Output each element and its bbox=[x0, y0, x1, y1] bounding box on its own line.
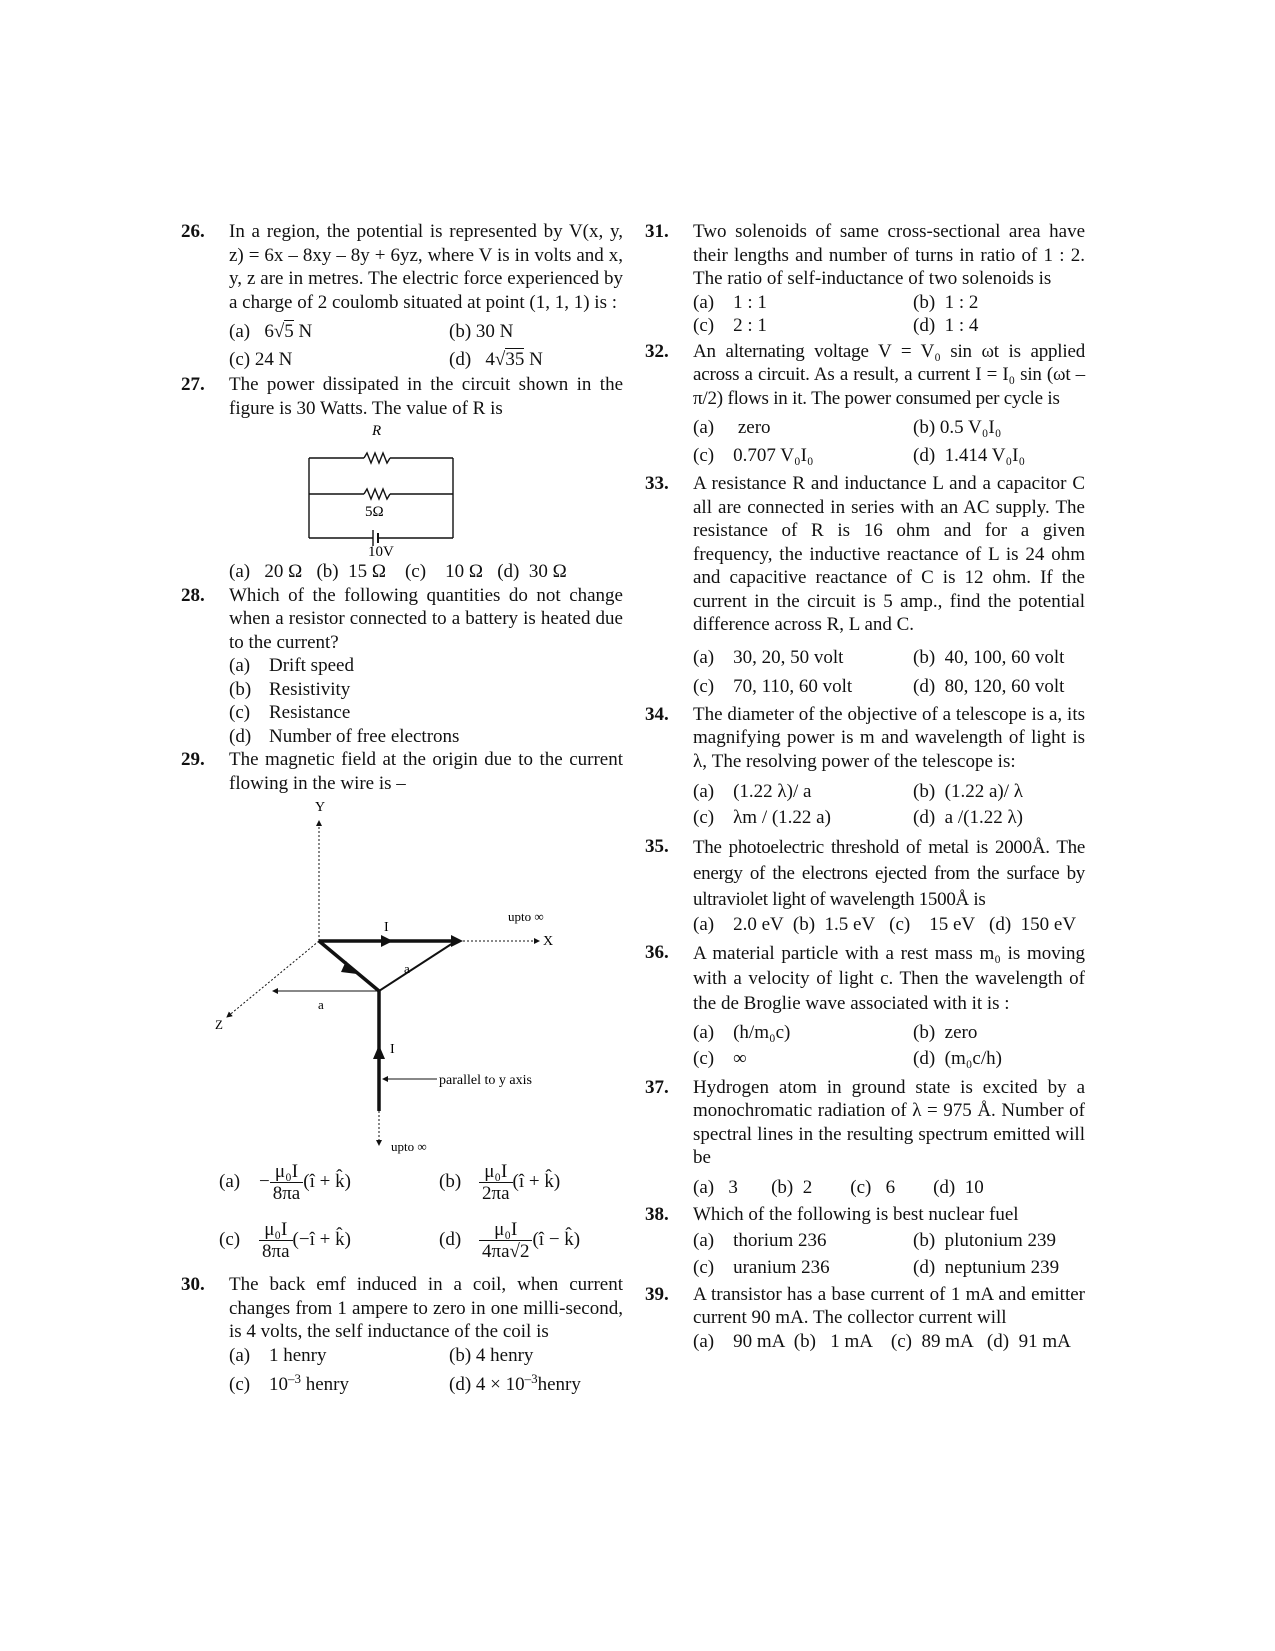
option-d[interactable]: (d) a /(1.22 λ) bbox=[913, 807, 1023, 828]
upto-infinity-y: upto ∞ bbox=[391, 1139, 427, 1154]
question-number: 29. bbox=[181, 749, 205, 770]
option-c[interactable]: (c) 70, 110, 60 volt bbox=[693, 675, 853, 697]
option-c[interactable]: (c) λm / (1.22 a) bbox=[693, 807, 831, 828]
option-d[interactable]: (d) $\frac{\text{μ₀I}}{4\pi a√2}$ (î − k̂) bbox=[439, 1218, 581, 1262]
question-36 bbox=[645, 941, 1085, 1072]
options bbox=[693, 291, 1085, 338]
question-number: 39. bbox=[645, 1283, 669, 1305]
option-b[interactable]: (b) 4 henry bbox=[449, 1344, 534, 1366]
left-column bbox=[181, 220, 623, 1397]
distance-a: a bbox=[318, 997, 324, 1012]
option-b[interactable]: (b) 0.5 V₀I₀ bbox=[913, 417, 1002, 438]
distance-a-diagonal: a bbox=[404, 961, 410, 976]
options-row[interactable]: (a) 2.0 eV (b) 1.5 eV (c) 15 eV (d) 150 eV bbox=[693, 914, 1077, 935]
question-number: 35. bbox=[645, 836, 669, 857]
options bbox=[229, 320, 623, 371]
question-33 bbox=[645, 472, 1085, 701]
question-number: 30. bbox=[181, 1274, 205, 1295]
question-number: 28. bbox=[181, 584, 205, 606]
option-b[interactable]: (b) zero bbox=[913, 1021, 978, 1043]
option-b[interactable]: (b) plutonium 239 bbox=[913, 1229, 1057, 1251]
resistor-r-label: R bbox=[372, 423, 382, 439]
question-text: A resistance R and inductance L and a capacitor C all are connected in series with an AC supply. The resistance of R is 16 ohm and for a given frequency, the inductive reactance of L is 24 ohm and capacitive reactance of C is 12 ohm. If the current in the circuit is 5 amp., find the potential difference across R, L and C. bbox=[693, 473, 1085, 635]
question-text: The back emf induced in a coil, when current changes from 1 ampere to zero in one milli-second, is 4 volts, the self inductance of the coil is bbox=[229, 1274, 623, 1342]
question-number: 26. bbox=[181, 221, 205, 242]
question-text: The power dissipated in the circuit shown in the figure is 30 Watts. The value of R is bbox=[229, 374, 623, 419]
question-text: The photoelectric threshold of metal is 2000Å. The energy of the electrons ejected from the surface by ultraviolet light of wavelength 1500Å is bbox=[693, 837, 1085, 910]
question-number: 32. bbox=[645, 340, 669, 362]
option-c[interactable]: (c) ∞ bbox=[693, 1047, 747, 1069]
option-c[interactable]: (c) $10^{-3}$ henry bbox=[229, 1371, 350, 1395]
question-number: 37. bbox=[645, 1076, 669, 1098]
options-row[interactable]: (a) 90 mA (b) 1 mA (c) 89 mA (d) 91 mA bbox=[693, 1330, 1071, 1352]
right-column bbox=[645, 220, 1085, 1353]
current-label-top: I bbox=[384, 920, 389, 935]
parallel-label: parallel to y axis bbox=[439, 1073, 532, 1088]
question-27 bbox=[181, 373, 623, 584]
options-row[interactable]: (a) 20 Ω (b) 15 Ω (c) 10 Ω (d) 30 Ω bbox=[229, 561, 567, 582]
question-text: The magnetic field at the origin due to the current flowing in the wire is – bbox=[229, 749, 623, 794]
resistor-5ohm bbox=[364, 489, 390, 499]
question-text: Hydrogen atom in ground state is excited by a monochromatic radiation of λ = 975 Å. Number of spectral lines in the resulting spectrum emitted will be bbox=[693, 1076, 1085, 1168]
question-text: Two solenoids of same cross-sectional area have their lengths and number of turns in ratio of 1 : 2. The ratio of self-inductance of two solenoids is bbox=[693, 221, 1085, 289]
option-b[interactable]: (b) 30 N bbox=[449, 321, 514, 342]
battery-label: 10V bbox=[368, 544, 394, 560]
question-38 bbox=[645, 1203, 1085, 1281]
options bbox=[693, 414, 1085, 470]
option-c[interactable]: (c) Resistance bbox=[229, 702, 351, 723]
options bbox=[693, 643, 1085, 701]
question-37 bbox=[645, 1076, 1085, 1200]
options bbox=[693, 1020, 1085, 1072]
option-a[interactable]: (a) (h/m₀c) bbox=[693, 1021, 791, 1043]
option-d[interactable]: (d) $4 \times 10^{-3}henry$ bbox=[449, 1371, 581, 1395]
option-d[interactable]: (d) 1.414 V₀I₀ bbox=[913, 445, 1026, 466]
option-a[interactable]: (a) Drift speed bbox=[229, 655, 354, 676]
option-a[interactable]: (a) 1 : 1 bbox=[693, 291, 767, 313]
option-b[interactable]: (b) Resistivity bbox=[229, 678, 351, 700]
question-29 bbox=[181, 748, 623, 1269]
option-d[interactable]: (d) 4√35 N bbox=[449, 348, 543, 370]
option-c[interactable]: (c) $\frac{\text{μ₀I}}{8\pi a}$ (−î + k̂) bbox=[219, 1218, 351, 1262]
resistor-r bbox=[364, 453, 390, 463]
question-number: 38. bbox=[645, 1204, 669, 1225]
option-a[interactable]: (a) zero bbox=[693, 417, 771, 438]
question-number: 36. bbox=[645, 941, 669, 963]
options bbox=[693, 779, 1085, 831]
question-text: The diameter of the objective of a telescope is a, its magnifying power is m and wavelength of light is λ, The resolving power of the telescope is: bbox=[693, 703, 1085, 772]
option-d[interactable]: (d) neptunium 239 bbox=[913, 1256, 1060, 1278]
question-text: A material particle with a rest mass m₀ is moving with a velocity of light c. Then the wavelength of the de Broglie wave associated with it is : bbox=[693, 942, 1085, 1014]
option-d[interactable]: (d) Number of free electrons bbox=[229, 725, 460, 747]
axis-z-label: Z bbox=[215, 1017, 223, 1032]
option-b[interactable]: (b) $\frac{\text{μ₀I}}{2\pi a}$ (î + k̂) bbox=[439, 1160, 561, 1204]
question-text: Which of the following quantities do not change when a resistor connected to a battery is heated due to the current? bbox=[229, 584, 623, 653]
question-32 bbox=[645, 340, 1085, 471]
option-a[interactable]: (a) thorium 236 bbox=[693, 1229, 827, 1251]
option-c[interactable]: (c) 2 : 1 bbox=[693, 315, 767, 336]
option-a[interactable]: (a) 1 henry bbox=[229, 1344, 327, 1366]
question-number: 27. bbox=[181, 374, 205, 395]
option-a[interactable]: (a) 6√5 N bbox=[229, 321, 313, 342]
wire-diagram bbox=[181, 795, 575, 1155]
option-c[interactable]: (c) 0.707 V₀I₀ bbox=[693, 445, 814, 466]
options bbox=[219, 1153, 623, 1269]
question-text: A transistor has a base current of 1 mA and emitter current 90 mA. The collector current will bbox=[693, 1283, 1085, 1328]
option-b[interactable]: (b) 1 : 2 bbox=[913, 291, 979, 313]
question-35 bbox=[645, 835, 1085, 937]
circuit-diagram bbox=[229, 420, 609, 560]
upto-infinity-x: upto ∞ bbox=[508, 909, 544, 924]
option-a[interactable]: (a) − $\frac{\text{μ₀I}}{8\pi a}$ (î + k̂) bbox=[219, 1160, 351, 1204]
question-31 bbox=[645, 220, 1085, 338]
question-26 bbox=[181, 220, 623, 371]
option-c[interactable]: (c) 24 N bbox=[229, 348, 293, 370]
question-34 bbox=[645, 703, 1085, 832]
question-number: 31. bbox=[645, 221, 669, 242]
option-a[interactable]: (a) (1.22 λ)/ a bbox=[693, 781, 812, 802]
question-text: Which of the following is best nuclear fuel bbox=[693, 1204, 1019, 1225]
option-b[interactable]: (b) (1.22 a)/ λ bbox=[913, 781, 1023, 802]
options bbox=[693, 1227, 1085, 1281]
option-a[interactable]: (a) 30, 20, 50 volt bbox=[693, 646, 844, 668]
option-d[interactable]: (d) (m₀c/h) bbox=[913, 1047, 1002, 1069]
question-39 bbox=[645, 1283, 1085, 1354]
question-text: In a region, the potential is represented by V(x, y, z) = 6x – 8xy – 8y + 6yz, where V is in volts and x, y, z are in metres. The electric force experienced by a charge of 2 coulomb situated at point (1, 1, 1) is : bbox=[229, 221, 623, 313]
options-row[interactable]: (a) 3 (b) 2 (c) 6 (d) 10 bbox=[693, 1176, 984, 1198]
axis-z bbox=[227, 941, 319, 1017]
resistor-5ohm-label: 5Ω bbox=[365, 504, 384, 520]
question-number: 34. bbox=[645, 703, 669, 725]
question-text: An alternating voltage V = V₀ sin ωt is applied across a circuit. As a result, a current I = I₀ sin (ωt – π/2) flows in it. The power consumed per cycle is bbox=[693, 340, 1085, 409]
option-d[interactable]: (d) 1 : 4 bbox=[913, 315, 979, 336]
option-b[interactable]: (b) 40, 100, 60 volt bbox=[913, 646, 1065, 668]
options bbox=[229, 1344, 623, 1397]
question-number: 33. bbox=[645, 473, 669, 494]
axis-y-label: Y bbox=[315, 800, 326, 815]
option-c[interactable]: (c) uranium 236 bbox=[693, 1256, 830, 1278]
current-label-bottom: I bbox=[390, 1042, 395, 1057]
question-30 bbox=[181, 1273, 623, 1397]
option-d[interactable]: (d) 80, 120, 60 volt bbox=[913, 675, 1065, 697]
axis-x-label: X bbox=[543, 934, 554, 949]
question-28 bbox=[181, 584, 623, 749]
